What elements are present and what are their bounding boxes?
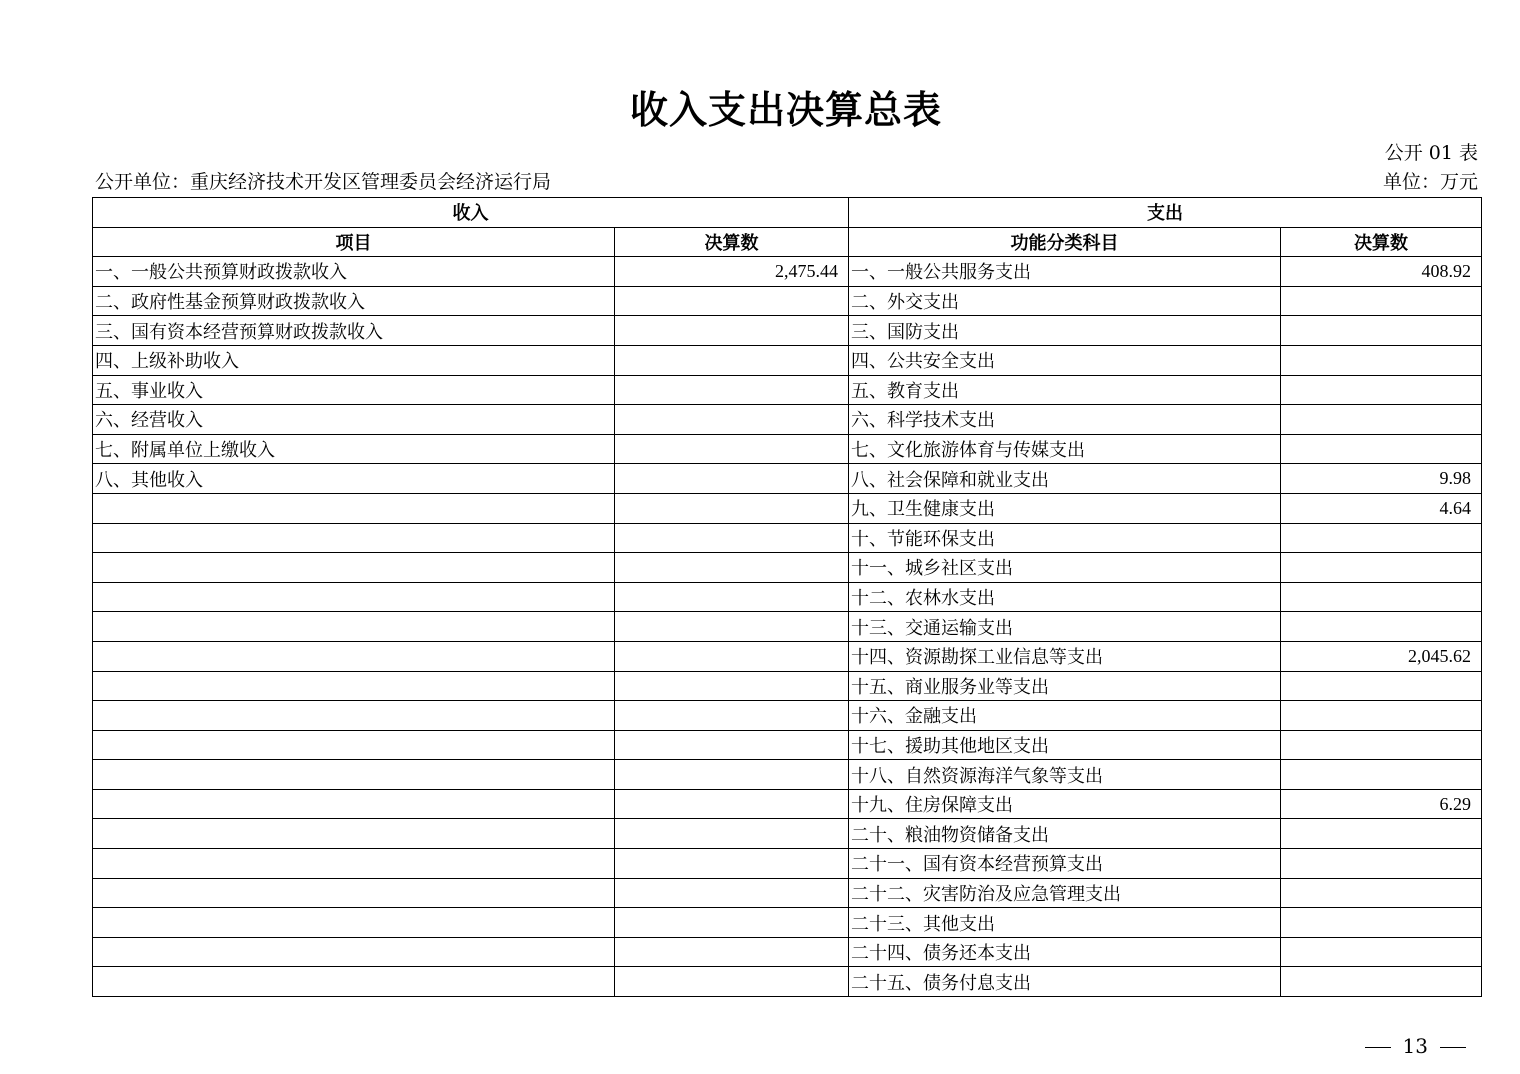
expense-item-cell: 六、科学技术支出 [849,405,1281,435]
table-row [93,523,1482,553]
expense-item-cell: 一、一般公共服务支出 [849,257,1281,287]
page-dash-left [1365,1047,1391,1048]
page-title: 收入支出决算总表 [629,87,942,132]
income-amount-cell [615,493,849,523]
expense-amount-cell: 2,045.62 [1281,641,1482,671]
table-number: 公开 01 表 [1384,142,1478,164]
expense-amount-cell [1281,523,1482,553]
expense-amount-cell [1281,405,1482,435]
income-amount-cell [615,405,849,435]
expense-amount-cell [1281,849,1482,879]
income-item-cell [93,641,615,671]
income-item-cell [93,908,615,938]
expense-amount-cell [1281,345,1482,375]
income-item-cell [93,967,615,997]
income-amount-cell [615,730,849,760]
page-number [1353,1032,1478,1060]
table-row [93,789,1482,819]
table-row [93,908,1482,938]
expense-amount-cell: 408.92 [1281,257,1482,287]
table-row [93,582,1482,612]
header-row-sub [93,227,1482,257]
income-amount-cell [615,908,849,938]
expense-amount-cell [1281,760,1482,790]
table-row [93,345,1482,375]
income-amount-cell [615,523,849,553]
income-item-cell [93,849,615,879]
expense-amount-cell [1281,937,1482,967]
income-item-cell: 六、经营收入 [93,405,615,435]
income-item-cell [93,789,615,819]
expense-item-cell: 二十三、其他支出 [849,908,1281,938]
income-amount-cell [615,937,849,967]
table-row [93,701,1482,731]
income-item-cell: 五、事业收入 [93,375,615,405]
expense-amount-cell [1281,730,1482,760]
table-row [93,937,1482,967]
income-amount-cell [615,464,849,494]
income-item-cell: 七、附属单位上缴收入 [93,434,615,464]
table-row [93,967,1482,997]
expense-amount-header: 决算数 [1281,227,1482,257]
income-amount-cell [615,286,849,316]
table-body [93,257,1482,997]
income-item-cell [93,553,615,583]
income-item-cell [93,937,615,967]
expense-item-cell: 二、外交支出 [849,286,1281,316]
income-amount-cell [615,878,849,908]
expense-item-cell: 十五、商业服务业等支出 [849,671,1281,701]
expense-amount-cell [1281,434,1482,464]
income-amount-cell: 2,475.44 [615,257,849,287]
expense-item-cell: 十六、金融支出 [849,701,1281,731]
income-amount-cell [615,641,849,671]
income-item-cell: 四、上级补助收入 [93,345,615,375]
income-amount-cell [615,375,849,405]
table-row [93,434,1482,464]
expense-item-cell: 二十二、灾害防治及应急管理支出 [849,878,1281,908]
income-item-cell [93,730,615,760]
expense-item-cell: 十三、交通运输支出 [849,612,1281,642]
expense-amount-cell [1281,612,1482,642]
expense-item-cell: 十、节能环保支出 [849,523,1281,553]
income-amount-cell [615,582,849,612]
budget-summary-table [92,197,1482,997]
expense-item-cell: 二十五、债务付息支出 [849,967,1281,997]
expense-item-cell: 十七、援助其他地区支出 [849,730,1281,760]
income-amount-cell [615,434,849,464]
header-row-top [93,198,1482,228]
unit-line [95,169,1478,195]
table-row [93,316,1482,346]
income-amount-cell [615,967,849,997]
expense-amount-cell [1281,819,1482,849]
expense-item-cell: 二十一、国有资本经营预算支出 [849,849,1281,879]
income-item-cell [93,819,615,849]
table-row [93,819,1482,849]
expense-item-cell: 五、教育支出 [849,375,1281,405]
expense-item-cell: 十八、自然资源海洋气象等支出 [849,760,1281,790]
income-item-cell: 三、国有资本经营预算财政拨款收入 [93,316,615,346]
expense-item-cell: 三、国防支出 [849,316,1281,346]
expense-item-cell: 九、卫生健康支出 [849,493,1281,523]
table-row [93,760,1482,790]
expense-item-cell: 十一、城乡社区支出 [849,553,1281,583]
income-item-cell [93,612,615,642]
expense-amount-cell [1281,878,1482,908]
income-amount-cell [615,760,849,790]
table-row [93,671,1482,701]
income-amount-cell [615,819,849,849]
currency-unit: 单位：万元 [1382,171,1478,193]
item-header: 项目 [93,227,615,257]
expense-item-cell: 十九、住房保障支出 [849,789,1281,819]
income-amount-cell [615,345,849,375]
income-amount-cell [615,671,849,701]
table-row [93,405,1482,435]
table-row [93,849,1482,879]
expense-amount-cell: 6.29 [1281,789,1482,819]
table-row [93,464,1482,494]
income-amount-cell [615,849,849,879]
expense-item-cell: 七、文化旅游体育与传媒支出 [849,434,1281,464]
expense-item-cell: 十二、农林水支出 [849,582,1281,612]
expense-amount-cell [1281,286,1482,316]
income-item-cell [93,582,615,612]
expense-amount-cell [1281,701,1482,731]
income-item-cell [93,523,615,553]
expense-item-cell: 二十四、债务还本支出 [849,937,1281,967]
expense-amount-cell [1281,553,1482,583]
expense-item-cell: 十四、资源勘探工业信息等支出 [849,641,1281,671]
expense-amount-cell: 4.64 [1281,493,1482,523]
table-row [93,878,1482,908]
page-number-value: 13 [1402,1034,1428,1058]
table-row [93,257,1482,287]
expense-amount-cell [1281,671,1482,701]
expense-header: 支出 [849,198,1482,228]
expense-amount-cell [1281,582,1482,612]
reporting-unit: 公开单位：重庆经济技术开发区管理委员会经济运行局 [95,171,552,193]
expense-amount-cell [1281,375,1482,405]
expense-amount-cell [1281,967,1482,997]
income-item-cell [93,878,615,908]
income-item-cell: 八、其他收入 [93,464,615,494]
table-row [93,286,1482,316]
income-item-cell [93,760,615,790]
income-amount-cell [615,316,849,346]
page-dash-right [1440,1047,1466,1048]
expense-amount-cell [1281,316,1482,346]
table-row [93,553,1482,583]
income-amount-cell [615,612,849,642]
table-row [93,375,1482,405]
expense-item-cell: 八、社会保障和就业支出 [849,464,1281,494]
table-row [93,493,1482,523]
table-row [93,730,1482,760]
income-item-cell [93,671,615,701]
income-item-cell [93,701,615,731]
income-amount-cell [615,553,849,583]
income-amount-header: 决算数 [615,227,849,257]
income-item-cell [93,493,615,523]
income-amount-cell [615,701,849,731]
income-item-cell: 一、一般公共预算财政拨款收入 [93,257,615,287]
expense-amount-cell [1281,908,1482,938]
function-class-header: 功能分类科目 [849,227,1281,257]
income-amount-cell [615,789,849,819]
income-header: 收入 [93,198,849,228]
expense-item-cell: 四、公共安全支出 [849,345,1281,375]
table-row [93,612,1482,642]
expense-item-cell: 二十、粮油物资储备支出 [849,819,1281,849]
expense-amount-cell: 9.98 [1281,464,1482,494]
income-item-cell: 二、政府性基金预算财政拨款收入 [93,286,615,316]
table-row [93,641,1482,671]
